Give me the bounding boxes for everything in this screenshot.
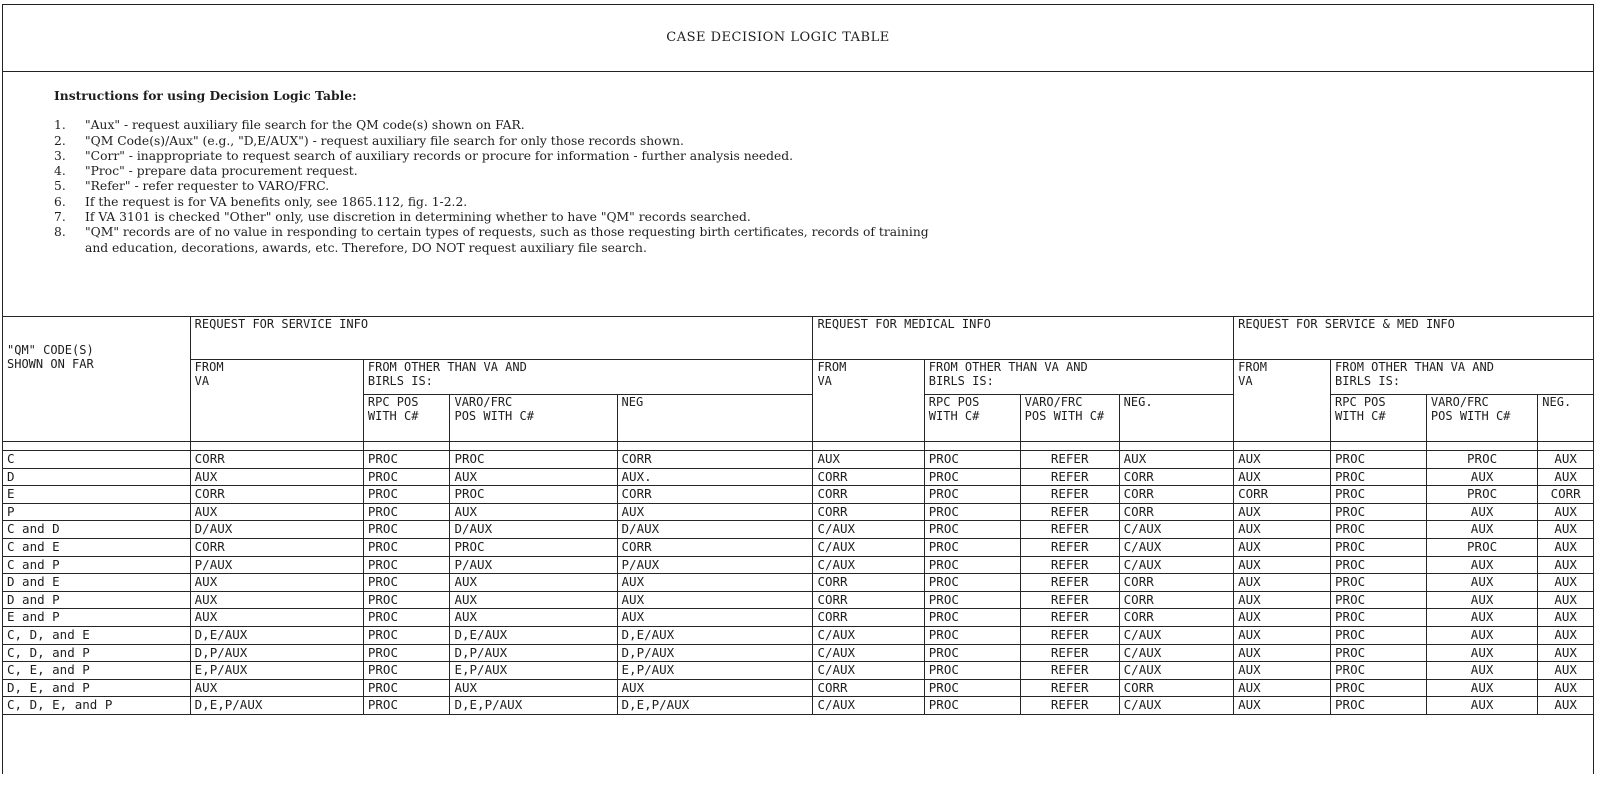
header-gap-row — [3, 442, 1594, 451]
service-neg-cell: AUX — [617, 503, 813, 521]
medical-from-va-cell: C/AUX — [813, 644, 924, 662]
medical-varo-cell: REFER — [1020, 644, 1119, 662]
medical-rpc-cell: PROC — [924, 538, 1020, 556]
medical-varo-cell: REFER — [1020, 697, 1119, 715]
medical-rpc-cell: PROC — [924, 662, 1020, 680]
medical-rpc-cell: PROC — [924, 556, 1020, 574]
service-from-va-cell: AUX — [190, 609, 363, 627]
service-neg-cell: AUX — [617, 591, 813, 609]
gap-cell — [1234, 442, 1331, 451]
both-rpc-cell: PROC — [1331, 679, 1427, 697]
service-from-va-cell: AUX — [190, 503, 363, 521]
service-from-va-cell: P/AUX — [190, 556, 363, 574]
qm-code-cell: E — [3, 486, 191, 504]
medical-neg-cell: CORR — [1119, 679, 1233, 697]
service-varo-cell: AUX — [450, 679, 617, 697]
medical-varo-cell: REFER — [1020, 626, 1119, 644]
both-neg-cell: AUX — [1538, 662, 1594, 680]
both-varo-header — [1426, 395, 1537, 442]
service-rpc-cell: PROC — [363, 521, 450, 539]
gap-cell — [1426, 442, 1537, 451]
service-from-va-header — [190, 360, 363, 442]
service-from-va-cell: D/AUX — [190, 521, 363, 539]
service-from-va-cell: E,P/AUX — [190, 662, 363, 680]
service-neg-cell: CORR — [617, 451, 813, 469]
service-neg-cell: AUX — [617, 574, 813, 592]
both-from-other-text: FROM OTHER THAN VA AND BIRLS IS: — [1335, 360, 1494, 388]
service-from-other-header — [363, 360, 813, 395]
medical-rpc-cell: PROC — [924, 591, 1020, 609]
service-varo-cell: PROC — [450, 451, 617, 469]
both-rpc-cell: PROC — [1331, 662, 1427, 680]
instruction-item — [54, 179, 1574, 194]
instruction-item — [54, 149, 1574, 164]
medical-from-va-cell: CORR — [813, 609, 924, 627]
both-rpc-cell: PROC — [1331, 486, 1427, 504]
medical-rpc-cell: PROC — [924, 679, 1020, 697]
both-varo-cell: AUX — [1426, 521, 1537, 539]
both-from-other-header — [1331, 360, 1594, 395]
service-varo-header — [450, 395, 617, 442]
medical-neg-cell: C/AUX — [1119, 556, 1233, 574]
medical-neg-cell: C/AUX — [1119, 521, 1233, 539]
both-neg-cell: AUX — [1538, 451, 1594, 469]
qm-code-cell: C and E — [3, 538, 191, 556]
medical-from-va-cell: C/AUX — [813, 662, 924, 680]
both-neg-cell: AUX — [1538, 644, 1594, 662]
both-rpc-cell: PROC — [1331, 574, 1427, 592]
service-neg-cell: AUX — [617, 609, 813, 627]
service-neg-cell: D,P/AUX — [617, 644, 813, 662]
service-from-va-cell: D,E,P/AUX — [190, 697, 363, 715]
document-page — [2, 4, 1596, 797]
instruction-number: 4. — [54, 164, 66, 179]
service-rpc-cell: PROC — [363, 626, 450, 644]
service-neg-cell: AUX. — [617, 468, 813, 486]
table-row — [3, 644, 1594, 662]
gap-cell — [190, 442, 363, 451]
gap-cell — [813, 442, 924, 451]
medical-from-va-cell: CORR — [813, 468, 924, 486]
medical-varo-cell: REFER — [1020, 538, 1119, 556]
medical-neg-cell: CORR — [1119, 591, 1233, 609]
both-from-va-cell: AUX — [1234, 538, 1331, 556]
qm-code-cell: C and D — [3, 521, 191, 539]
qm-code-cell: D — [3, 468, 191, 486]
service-varo-cell: E,P/AUX — [450, 662, 617, 680]
instruction-item-continuation: and education, decorations, awards, etc. Therefore, DO NOT request auxiliary file search. — [85, 240, 647, 255]
medical-varo-cell: REFER — [1020, 521, 1119, 539]
service-from-va-cell: CORR — [190, 486, 363, 504]
both-varo-text: VARO/FRC POS WITH C# — [1430, 395, 1511, 423]
medical-rpc-cell: PROC — [924, 644, 1020, 662]
instructions-block — [54, 88, 1574, 256]
medical-rpc-cell: PROC — [924, 468, 1020, 486]
qm-code-cell: P — [3, 503, 191, 521]
both-from-va-cell: AUX — [1234, 468, 1331, 486]
medical-neg-cell: CORR — [1119, 486, 1233, 504]
service-from-va-text: FROM VA — [194, 360, 224, 388]
service-neg-cell: AUX — [617, 679, 813, 697]
table-row — [3, 609, 1594, 627]
qm-codes-header-text: "QM" CODE(S) SHOWN ON FAR — [7, 343, 94, 371]
both-varo-cell: PROC — [1426, 486, 1537, 504]
medical-varo-cell: REFER — [1020, 503, 1119, 521]
instruction-number: 5. — [54, 179, 66, 194]
instructions-list — [54, 118, 1574, 256]
both-rpc-cell: PROC — [1331, 609, 1427, 627]
instruction-text: "Refer" - refer requester to VARO/FRC. — [85, 179, 330, 194]
medical-from-va-cell: C/AUX — [813, 626, 924, 644]
medical-neg-cell: C/AUX — [1119, 626, 1233, 644]
service-varo-cell: D/AUX — [450, 521, 617, 539]
medical-varo-cell: REFER — [1020, 556, 1119, 574]
both-rpc-cell: PROC — [1331, 644, 1427, 662]
table-row — [3, 521, 1594, 539]
service-rpc-cell: PROC — [363, 468, 450, 486]
medical-rpc-cell: PROC — [924, 521, 1020, 539]
service-varo-cell: AUX — [450, 609, 617, 627]
both-from-va-cell: AUX — [1234, 626, 1331, 644]
service-neg-cell: E,P/AUX — [617, 662, 813, 680]
qm-code-cell: D, E, and P — [3, 679, 191, 697]
instruction-item — [54, 195, 1574, 210]
both-neg-cell: AUX — [1538, 538, 1594, 556]
service-neg-cell: D,E/AUX — [617, 626, 813, 644]
gap-cell — [1119, 442, 1233, 451]
service-varo-cell: AUX — [450, 503, 617, 521]
qm-code-cell: C — [3, 451, 191, 469]
service-neg-cell: CORR — [617, 486, 813, 504]
gap-cell — [3, 442, 191, 451]
both-varo-cell: AUX — [1426, 468, 1537, 486]
medical-rpc-cell: PROC — [924, 626, 1020, 644]
medical-varo-cell: REFER — [1020, 662, 1119, 680]
both-varo-cell: AUX — [1426, 574, 1537, 592]
medical-varo-cell: REFER — [1020, 609, 1119, 627]
both-from-va-cell: AUX — [1234, 451, 1331, 469]
service-neg-cell: CORR — [617, 538, 813, 556]
service-rpc-cell: PROC — [363, 697, 450, 715]
medical-from-va-cell: CORR — [813, 591, 924, 609]
both-from-va-cell: AUX — [1234, 574, 1331, 592]
both-neg-cell: CORR — [1538, 486, 1594, 504]
table-row — [3, 451, 1594, 469]
instruction-text: "Aux" - request auxiliary file search for the QM code(s) shown on FAR. — [85, 118, 525, 133]
service-varo-cell: PROC — [450, 486, 617, 504]
qm-codes-header — [3, 317, 191, 442]
both-rpc-text: RPC POS WITH C# — [1335, 395, 1386, 423]
medical-from-va-cell: C/AUX — [813, 697, 924, 715]
gap-cell — [450, 442, 617, 451]
qm-code-cell: C, E, and P — [3, 662, 191, 680]
both-from-va-cell: AUX — [1234, 591, 1331, 609]
service-varo-cell: D,E,P/AUX — [450, 697, 617, 715]
both-varo-cell: AUX — [1426, 626, 1537, 644]
both-varo-cell: AUX — [1426, 591, 1537, 609]
qm-code-cell: C and P — [3, 556, 191, 574]
medical-neg-cell: C/AUX — [1119, 538, 1233, 556]
service-from-va-cell: D,E/AUX — [190, 626, 363, 644]
both-from-va-cell: AUX — [1234, 697, 1331, 715]
service-rpc-text: RPC POS WITH C# — [367, 395, 419, 423]
service-rpc-cell: PROC — [363, 591, 450, 609]
document-title: CASE DECISION LOGIC TABLE — [666, 30, 890, 45]
medical-rpc-cell: PROC — [924, 503, 1020, 521]
table-row — [3, 468, 1594, 486]
table-row — [3, 486, 1594, 504]
instruction-number: 8. — [54, 225, 66, 240]
both-neg-cell: AUX — [1538, 556, 1594, 574]
service-from-va-cell: D,P/AUX — [190, 644, 363, 662]
both-rpc-cell: PROC — [1331, 468, 1427, 486]
medical-varo-cell: REFER — [1020, 468, 1119, 486]
service-rpc-cell: PROC — [363, 644, 450, 662]
service-rpc-cell: PROC — [363, 503, 450, 521]
service-rpc-cell: PROC — [363, 679, 450, 697]
medical-from-va-cell: AUX — [813, 451, 924, 469]
service-neg-header: NEG — [617, 395, 813, 442]
service-from-va-cell: AUX — [190, 574, 363, 592]
both-neg-header: NEG. — [1538, 395, 1594, 442]
qm-code-cell: C, D, and P — [3, 644, 191, 662]
both-from-va-cell: AUX — [1234, 662, 1331, 680]
qm-code-cell: C, D, and E — [3, 626, 191, 644]
both-from-va-header — [1234, 360, 1331, 442]
medical-from-va-cell: C/AUX — [813, 556, 924, 574]
service-varo-cell: AUX — [450, 591, 617, 609]
medical-neg-cell: CORR — [1119, 468, 1233, 486]
instruction-number: 3. — [54, 148, 66, 163]
medical-varo-text: VARO/FRC POS WITH C# — [1024, 395, 1105, 423]
table-row — [3, 503, 1594, 521]
medical-varo-cell: REFER — [1020, 486, 1119, 504]
instruction-text: "QM Code(s)/Aux" (e.g., "D,E/AUX") - request auxiliary file search for only those records shown. — [85, 133, 684, 148]
service-from-other-text: FROM OTHER THAN VA AND BIRLS IS: — [367, 360, 527, 388]
gap-cell — [924, 442, 1020, 451]
service-group-header: REQUEST FOR SERVICE INFO — [190, 317, 813, 360]
medical-from-va-cell: CORR — [813, 574, 924, 592]
instruction-number: 6. — [54, 194, 66, 209]
service-rpc-cell: PROC — [363, 538, 450, 556]
both-rpc-cell: PROC — [1331, 521, 1427, 539]
medical-rpc-text: RPC POS WITH C# — [928, 395, 980, 423]
qm-code-cell: D and E — [3, 574, 191, 592]
instruction-text: "Proc" - prepare data procurement request. — [85, 164, 358, 179]
medical-rpc-header — [924, 395, 1020, 442]
both-varo-cell: AUX — [1426, 644, 1537, 662]
both-rpc-header — [1331, 395, 1427, 442]
table-row — [3, 574, 1594, 592]
both-rpc-cell: PROC — [1331, 697, 1427, 715]
gap-cell — [363, 442, 450, 451]
table-row — [3, 556, 1594, 574]
instruction-number: 1. — [54, 118, 66, 133]
both-varo-cell: AUX — [1426, 556, 1537, 574]
instruction-text: "Corr" - inappropriate to request search of auxiliary records or procure for information - further analysis needed. — [85, 148, 794, 163]
service-from-va-cell: CORR — [190, 538, 363, 556]
title-box — [2, 4, 1594, 72]
decision-logic-table — [2, 316, 1594, 715]
service-varo-cell: AUX — [450, 574, 617, 592]
both-neg-cell: AUX — [1538, 574, 1594, 592]
both-varo-cell: AUX — [1426, 503, 1537, 521]
medical-neg-cell: CORR — [1119, 574, 1233, 592]
instruction-item — [54, 134, 1574, 149]
medical-from-va-cell: CORR — [813, 486, 924, 504]
medical-rpc-cell: PROC — [924, 486, 1020, 504]
both-neg-cell: AUX — [1538, 591, 1594, 609]
both-neg-cell: AUX — [1538, 503, 1594, 521]
both-varo-cell: PROC — [1426, 538, 1537, 556]
medical-neg-cell: C/AUX — [1119, 662, 1233, 680]
medical-from-va-cell: C/AUX — [813, 538, 924, 556]
service-varo-cell: AUX — [450, 468, 617, 486]
both-rpc-cell: PROC — [1331, 591, 1427, 609]
service-varo-text: VARO/FRC POS WITH C# — [454, 395, 534, 423]
both-rpc-cell: PROC — [1331, 538, 1427, 556]
service-from-va-cell: AUX — [190, 591, 363, 609]
instructions-heading: Instructions for using Decision Logic Table: — [54, 88, 357, 103]
both-varo-cell: PROC — [1426, 451, 1537, 469]
instruction-text: "QM" records are of no value in responding to certain types of requests, such as those requesting birth certificates, records of training — [85, 225, 929, 240]
medical-neg-cell: AUX — [1119, 451, 1233, 469]
both-group-header: REQUEST FOR SERVICE & MED INFO — [1234, 317, 1594, 360]
both-neg-cell: AUX — [1538, 626, 1594, 644]
both-from-va-cell: AUX — [1234, 679, 1331, 697]
service-rpc-cell: PROC — [363, 451, 450, 469]
service-neg-cell: D,E,P/AUX — [617, 697, 813, 715]
both-from-va-text: FROM VA — [1238, 360, 1268, 388]
service-rpc-header — [363, 395, 450, 442]
instruction-number: 2. — [54, 133, 66, 148]
service-from-va-cell: AUX — [190, 468, 363, 486]
service-varo-cell: PROC — [450, 538, 617, 556]
table-row — [3, 591, 1594, 609]
both-neg-cell: AUX — [1538, 679, 1594, 697]
both-varo-cell: AUX — [1426, 662, 1537, 680]
medical-rpc-cell: PROC — [924, 697, 1020, 715]
gap-cell — [617, 442, 813, 451]
both-from-va-cell: AUX — [1234, 644, 1331, 662]
medical-from-va-cell: C/AUX — [813, 521, 924, 539]
medical-varo-header — [1020, 395, 1119, 442]
service-varo-cell: D,P/AUX — [450, 644, 617, 662]
service-rpc-cell: PROC — [363, 662, 450, 680]
both-from-va-cell: AUX — [1234, 609, 1331, 627]
both-from-va-cell: AUX — [1234, 521, 1331, 539]
medical-rpc-cell: PROC — [924, 451, 1020, 469]
both-from-va-cell: AUX — [1234, 556, 1331, 574]
both-varo-cell: AUX — [1426, 697, 1537, 715]
medical-varo-cell: REFER — [1020, 574, 1119, 592]
service-from-va-cell: CORR — [190, 451, 363, 469]
medical-from-va-text: FROM VA — [817, 360, 847, 388]
gap-cell — [1331, 442, 1427, 451]
both-rpc-cell: PROC — [1331, 626, 1427, 644]
medical-group-header: REQUEST FOR MEDICAL INFO — [813, 317, 1234, 360]
table-row — [3, 679, 1594, 697]
both-neg-cell: AUX — [1538, 697, 1594, 715]
medical-neg-cell: C/AUX — [1119, 644, 1233, 662]
gap-cell — [1538, 442, 1594, 451]
medical-from-other-text: FROM OTHER THAN VA AND BIRLS IS: — [928, 360, 1088, 388]
both-neg-cell: AUX — [1538, 609, 1594, 627]
both-varo-cell: AUX — [1426, 609, 1537, 627]
medical-varo-cell: REFER — [1020, 451, 1119, 469]
service-neg-cell: D/AUX — [617, 521, 813, 539]
instruction-item — [54, 225, 1574, 240]
table-row — [3, 538, 1594, 556]
qm-code-cell: D and P — [3, 591, 191, 609]
table-row — [3, 697, 1594, 715]
medical-neg-cell: CORR — [1119, 503, 1233, 521]
both-from-va-cell: AUX — [1234, 503, 1331, 521]
both-varo-cell: AUX — [1426, 679, 1537, 697]
qm-code-cell: C, D, E, and P — [3, 697, 191, 715]
both-neg-cell: AUX — [1538, 521, 1594, 539]
both-neg-cell: AUX — [1538, 468, 1594, 486]
service-rpc-cell: PROC — [363, 556, 450, 574]
medical-neg-cell: C/AUX — [1119, 697, 1233, 715]
both-rpc-cell: PROC — [1331, 451, 1427, 469]
both-rpc-cell: PROC — [1331, 556, 1427, 574]
medical-rpc-cell: PROC — [924, 574, 1020, 592]
instruction-item — [54, 118, 1574, 133]
table-row — [3, 662, 1594, 680]
service-neg-cell: P/AUX — [617, 556, 813, 574]
medical-from-other-header — [924, 360, 1233, 395]
medical-from-va-header — [813, 360, 924, 442]
qm-code-cell: E and P — [3, 609, 191, 627]
medical-varo-cell: REFER — [1020, 679, 1119, 697]
instruction-number: 7. — [54, 210, 66, 225]
medical-rpc-cell: PROC — [924, 609, 1020, 627]
instruction-text: If the request is for VA benefits only, see 1865.112, fig. 1-2.2. — [85, 194, 468, 209]
medical-from-va-cell: CORR — [813, 503, 924, 521]
table-row — [3, 626, 1594, 644]
medical-varo-cell: REFER — [1020, 591, 1119, 609]
both-from-va-cell: CORR — [1234, 486, 1331, 504]
gap-cell — [1020, 442, 1119, 451]
service-rpc-cell: PROC — [363, 574, 450, 592]
instruction-item — [54, 164, 1574, 179]
service-rpc-cell: PROC — [363, 609, 450, 627]
medical-neg-header: NEG. — [1119, 395, 1233, 442]
both-rpc-cell: PROC — [1331, 503, 1427, 521]
service-rpc-cell: PROC — [363, 486, 450, 504]
service-varo-cell: D,E/AUX — [450, 626, 617, 644]
service-from-va-cell: AUX — [190, 679, 363, 697]
medical-from-va-cell: CORR — [813, 679, 924, 697]
service-varo-cell: P/AUX — [450, 556, 617, 574]
instruction-text: If VA 3101 is checked "Other" only, use discretion in determining whether to have "QM" records searched. — [85, 210, 751, 225]
medical-neg-cell: CORR — [1119, 609, 1233, 627]
instruction-item — [54, 210, 1574, 225]
